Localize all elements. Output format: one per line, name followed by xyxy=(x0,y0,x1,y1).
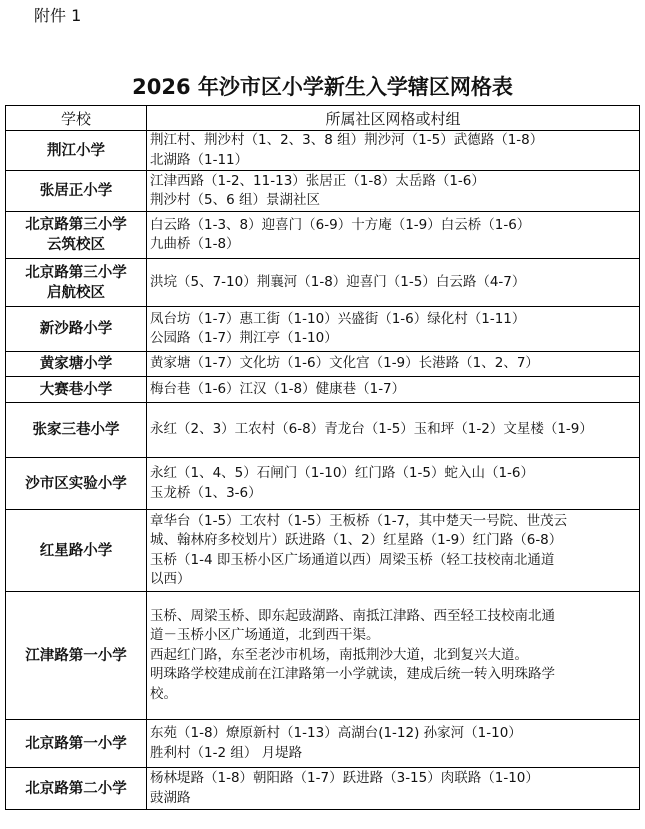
school-name-line: 荆江小学 xyxy=(47,142,105,159)
table-row xyxy=(6,352,640,377)
area-line: 公园路（1-7）荆江亭（1-10） xyxy=(150,330,338,347)
area-cell xyxy=(147,352,640,377)
attachment-label: 附件 1 xyxy=(34,6,82,25)
area-line: 豉湖路 xyxy=(150,789,191,806)
area-line: 东苑（1-8）燎原新村（1-13）高湖台(1-12) 孙家河（1-10） xyxy=(150,725,522,742)
area-line: 北湖路（1-11） xyxy=(150,151,249,168)
table-row xyxy=(6,212,640,259)
area-cell xyxy=(147,403,640,458)
area-line: 永红（2、3）工农村（6-8）青龙台（1-5）玉和坪（1-2）文星楼（1-9） xyxy=(150,421,593,438)
school-name-line: 北京路第一小学 xyxy=(25,735,127,752)
area-cell xyxy=(147,377,640,403)
document-title: 2026 年沙市区小学新生入学辖区网格表 xyxy=(132,75,513,99)
table-row xyxy=(6,768,640,810)
area-line: 荆江村、荆沙村（1、2、3、8 组）荆沙河（1-5）武德路（1-8） xyxy=(150,132,544,148)
area-cell xyxy=(147,768,640,810)
area-line: 明珠路学校建成前在江津路第一小学就读，建成后统一转入明珠路学 xyxy=(150,666,555,683)
area-line: 永红（1、4、5）石闸门（1-10）红门路（1-5）蛇入山（1-6） xyxy=(150,465,535,482)
school-name-line: 黄家塘小学 xyxy=(39,356,113,373)
area-line: 凤台坊（1-7）惠工街（1-10）兴盛街（1-6）绿化村（1-11） xyxy=(150,310,526,327)
school-name-line: 北京路第二小学 xyxy=(25,780,127,797)
area-line: 梅台巷（1-6）江汉（1-8）健康巷（1-7） xyxy=(150,380,406,397)
area-cell xyxy=(147,510,640,592)
school-name-cell xyxy=(6,259,147,307)
school-name-cell xyxy=(6,458,147,510)
area-cell xyxy=(147,307,640,352)
area-line: 杨林堤路（1-8）朝阳路（1-7）跃进路（3-15）肉联路（1-10） xyxy=(150,770,539,787)
school-name-cell xyxy=(6,307,147,352)
area-cell xyxy=(147,171,640,212)
table-row xyxy=(6,259,640,307)
area-line: 胜利村（1-2 组） 月堤路 xyxy=(150,744,303,761)
header-school: 学校 xyxy=(6,106,147,131)
table-row xyxy=(6,377,640,403)
school-name-line: 启航校区 xyxy=(47,284,105,301)
area-line: 城、翰林府多校划片）跃进路（1、2）红星路（1-9）红门路（6-8） xyxy=(150,532,563,549)
table-body xyxy=(6,131,640,810)
school-name-line: 新沙路小学 xyxy=(39,321,113,338)
school-name-cell xyxy=(6,510,147,592)
school-name-line: 大赛巷小学 xyxy=(39,381,113,398)
area-line: 九曲桥（1-8） xyxy=(150,236,240,253)
school-name-line: 张居正小学 xyxy=(39,183,113,200)
area-line: 白云路（1-3、8）迎喜门（6-9）十方庵（1-9）白云桥（1-6） xyxy=(150,216,531,233)
area-cell xyxy=(147,720,640,768)
area-line: 校。 xyxy=(150,686,177,703)
area-line: 玉桥（1-4 即玉桥小区广场通道以西）周梁玉桥（轻工技校南北通道 xyxy=(150,551,555,568)
area-cell xyxy=(147,131,640,171)
school-name-line: 江津路第一小学 xyxy=(25,647,127,664)
school-name-line: 云筑校区 xyxy=(47,237,105,254)
school-name-cell xyxy=(6,720,147,768)
table-row xyxy=(6,171,640,212)
area-line: 江津西路（1-2、11-13）张居正（1-8）太岳路（1-6） xyxy=(150,172,485,189)
table-row xyxy=(6,131,640,171)
school-name-line: 北京路第三小学 xyxy=(25,264,127,281)
area-line: 黄家塘（1-7）文化坊（1-6）文化宫（1-9）长港路（1、2、7） xyxy=(150,355,539,372)
school-name-line: 红星路小学 xyxy=(39,542,113,559)
school-name-cell xyxy=(6,377,147,403)
table-row xyxy=(6,720,640,768)
school-name-cell xyxy=(6,352,147,377)
area-line: 以西） xyxy=(150,571,191,588)
area-line: 洪垸（5、7-10）荆襄河（1-8）迎喜门（1-5）白云路（4-7） xyxy=(150,273,526,290)
table-header-row xyxy=(6,106,640,131)
table-row xyxy=(6,510,640,592)
table-row xyxy=(6,403,640,458)
school-name-cell xyxy=(6,768,147,810)
school-name-cell xyxy=(6,212,147,259)
table-row xyxy=(6,307,640,352)
area-cell xyxy=(147,212,640,259)
area-line: 章华台（1-5）工农村（1-5）王板桥（1-7，其中楚天一号院、世茂云 xyxy=(150,512,568,529)
area-line: 西起红门路，东至老沙市机场，南抵荆沙大道，北到复兴大道。 xyxy=(150,646,528,663)
school-name-line: 北京路第三小学 xyxy=(25,217,127,234)
area-cell xyxy=(147,458,640,510)
area-cell xyxy=(147,259,640,307)
school-name-cell xyxy=(6,171,147,212)
area-cell xyxy=(147,592,640,720)
school-name-cell xyxy=(6,131,147,171)
area-line: 道－玉桥小区广场通道，北到西干渠。 xyxy=(150,627,380,644)
table-row xyxy=(6,458,640,510)
area-line: 荆沙村（5、6 组）景湖社区 xyxy=(150,192,320,209)
school-name-cell xyxy=(6,592,147,720)
school-name-cell xyxy=(6,403,147,458)
header-area: 所属社区网格或村组 xyxy=(147,106,640,131)
school-name-line: 张家三巷小学 xyxy=(32,422,120,439)
school-name-line: 沙市区实验小学 xyxy=(25,475,127,492)
table-row xyxy=(6,592,640,720)
area-line: 玉桥、周梁玉桥、即东起豉湖路、南抵江津路、西至轻工技校南北通 xyxy=(150,607,555,624)
area-line: 玉龙桥（1、3-6） xyxy=(150,484,262,501)
district-grid-table xyxy=(5,105,640,810)
